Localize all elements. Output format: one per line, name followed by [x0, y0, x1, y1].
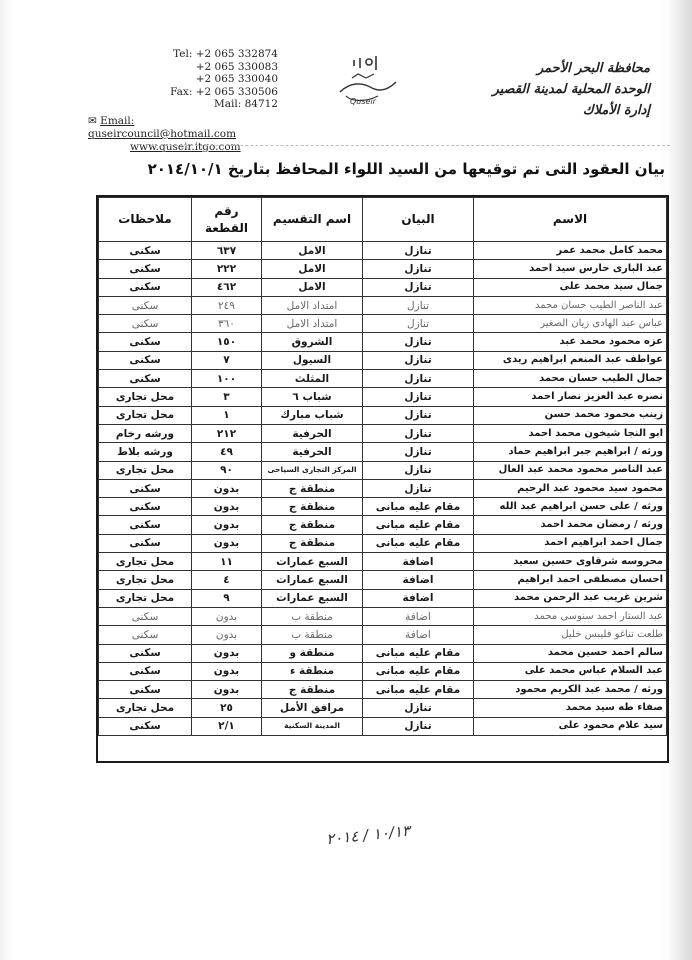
- description-cell: تنازل: [363, 242, 474, 260]
- notes-cell: سكنى: [99, 534, 192, 552]
- email-link[interactable]: Email: quseircouncil@hotmail.com: [88, 115, 237, 140]
- division-cell: السبع عمارات: [262, 571, 363, 589]
- notes-cell: سكنى: [99, 315, 192, 333]
- notes-cell: محل تجارى: [99, 461, 192, 479]
- notes-cell: محل تجارى: [99, 388, 192, 406]
- name-cell: ورثه / على حسن ابراهيم عبد الله: [474, 498, 667, 516]
- department-line: إدارة الأملاك: [582, 103, 650, 118]
- table-row: [99, 571, 667, 589]
- division-cell: السبع عمارات: [262, 589, 363, 607]
- header-division: اسم التقسيم: [262, 198, 363, 242]
- email-icon: ✉: [88, 115, 97, 127]
- name-cell: احسان مصطفى احمد ابراهيم: [474, 571, 667, 589]
- description-cell: تنازل: [363, 333, 474, 351]
- table-row: [99, 388, 667, 406]
- name-cell: شرين غريب عبد الرحمن محمد: [474, 589, 667, 607]
- name-cell: عبد الناصر الطيب حسان محمد: [474, 296, 667, 314]
- local-unit-line: الوحدة المحلية لمدينة القصير: [492, 82, 650, 97]
- name-cell: سيد علام محمود على: [474, 717, 667, 735]
- fax-line: Fax: +2 065 330506: [170, 85, 278, 98]
- notes-cell: سكنى: [99, 681, 192, 699]
- division-cell: منطقة و: [262, 644, 363, 662]
- description-cell: اضافة: [363, 626, 474, 644]
- name-cell: سالم احمد حسين محمد: [474, 644, 667, 662]
- division-cell: امتداد الامل: [262, 296, 363, 314]
- date-signature: ١٠/١٣ / ٢٠١٤: [325, 821, 411, 849]
- document-title: بيان العقود التى تم توقيعها من السيد اللواء المحافظ بتاريخ ٢٠١٤/١٠/١: [147, 160, 665, 178]
- division-cell: الامل: [262, 278, 363, 296]
- division-cell: امتداد الامل: [262, 315, 363, 333]
- table-row: [99, 644, 667, 662]
- plot-number-cell: ٣: [192, 388, 262, 406]
- header-plot: رقم القطعة: [192, 198, 262, 242]
- plot-number-cell: بدون: [192, 662, 262, 680]
- division-cell: السبع عمارات: [262, 553, 363, 571]
- description-cell: تنازل: [363, 370, 474, 388]
- notes-cell: سكنى: [99, 260, 192, 278]
- name-cell: صفاء طه سيد محمد: [474, 699, 667, 717]
- division-cell: السيول: [262, 351, 363, 369]
- header-name: الاسم: [474, 198, 667, 242]
- description-cell: اضافة: [363, 607, 474, 625]
- mail-line: Mail: 84712: [213, 98, 278, 111]
- division-cell: الامل: [262, 242, 363, 260]
- name-cell: عبد الناصر محمود محمد عبد العال: [474, 461, 667, 479]
- name-cell: نصره عبد العزيز نصار احمد: [474, 388, 667, 406]
- tel-line: Tel: +2 065 332874: [173, 48, 278, 60]
- governorate-line: محافظة البحر الأحمر: [536, 61, 650, 76]
- table-row: [99, 589, 667, 607]
- description-cell: تنازل: [363, 260, 474, 278]
- notes-cell: محل تجارى: [99, 406, 192, 424]
- plot-number-cell: بدون: [192, 681, 262, 699]
- table-row: [99, 626, 667, 644]
- contracts-table: [96, 195, 669, 763]
- notes-cell: سكنى: [99, 607, 192, 625]
- plot-number-cell: ٢/١: [192, 717, 262, 735]
- notes-cell: محل تجارى: [99, 571, 192, 589]
- description-cell: مقام عليه مبانى: [363, 662, 474, 680]
- notes-cell: محل تجارى: [99, 589, 192, 607]
- name-cell: زينب محمود محمد حسن: [474, 406, 667, 424]
- division-cell: الامل: [262, 260, 363, 278]
- table-row: [99, 681, 667, 699]
- table-row: [99, 370, 667, 388]
- name-cell: طلعت تناغو فليبس خليل: [474, 626, 667, 644]
- notes-cell: سكنى: [99, 498, 192, 516]
- table-row: [99, 260, 667, 278]
- division-cell: منطقة ج: [262, 516, 363, 534]
- description-cell: مقام عليه مبانى: [363, 516, 474, 534]
- plot-number-cell: ٢٢٢: [192, 260, 262, 278]
- division-cell: شباب مبارك: [262, 406, 363, 424]
- table-row: [99, 315, 667, 333]
- description-cell: تنازل: [363, 699, 474, 717]
- plot-number-cell: ١: [192, 406, 262, 424]
- table-row: [99, 278, 667, 296]
- table-row: [99, 534, 667, 552]
- name-cell: عبد السلام عباس محمد على: [474, 662, 667, 680]
- plot-number-cell: ٦٣٧: [192, 242, 262, 260]
- description-cell: اضافة: [363, 553, 474, 571]
- description-cell: تنازل: [363, 351, 474, 369]
- plot-number-cell: ٧: [192, 351, 262, 369]
- authority-header: [440, 58, 650, 121]
- description-cell: تنازل: [363, 278, 474, 296]
- plot-number-cell: ١٠٠: [192, 370, 262, 388]
- website-link[interactable]: www.quseir.itgo.com: [130, 141, 241, 153]
- name-cell: جمال سيد محمد على: [474, 278, 667, 296]
- table-row: [99, 607, 667, 625]
- email-website: [88, 115, 278, 154]
- table-row: [99, 242, 667, 260]
- header-notes: ملاحظات: [99, 198, 192, 242]
- logo-caption: Quseir: [350, 97, 376, 106]
- division-cell: مرافق الأمل: [262, 699, 363, 717]
- plot-number-cell: بدون: [192, 607, 262, 625]
- plot-number-cell: ٣٦٠: [192, 315, 262, 333]
- name-cell: عواطف عبد المنعم ابراهيم ريدى: [474, 351, 667, 369]
- table-header-row: [99, 198, 667, 242]
- description-cell: مقام عليه مبانى: [363, 498, 474, 516]
- notes-cell: سكنى: [99, 479, 192, 497]
- description-cell: مقام عليه مبانى: [363, 644, 474, 662]
- notes-cell: سكنى: [99, 351, 192, 369]
- header-description: البيان: [363, 198, 474, 242]
- table-row: [99, 662, 667, 680]
- division-cell: منطقة ء: [262, 662, 363, 680]
- plot-number-cell: بدون: [192, 534, 262, 552]
- plot-number-cell: بدون: [192, 516, 262, 534]
- plot-number-cell: ١١: [192, 553, 262, 571]
- notes-cell: سكنى: [99, 278, 192, 296]
- name-cell: عزه محمود محمد عبد: [474, 333, 667, 351]
- notes-cell: سكنى: [99, 370, 192, 388]
- table-row: [99, 351, 667, 369]
- notes-cell: سكنى: [99, 662, 192, 680]
- plot-number-cell: بدون: [192, 498, 262, 516]
- division-cell: المدينة السكنية: [262, 717, 363, 735]
- contact-info: [128, 48, 278, 111]
- notes-cell: سكنى: [99, 242, 192, 260]
- division-cell: الحرفية: [262, 424, 363, 442]
- notes-cell: محل تجارى: [99, 553, 192, 571]
- page-edge-shadow: [666, 0, 692, 960]
- description-cell: تنازل: [363, 388, 474, 406]
- description-cell: اضافة: [363, 571, 474, 589]
- description-cell: تنازل: [363, 296, 474, 314]
- notes-cell: سكنى: [99, 626, 192, 644]
- name-cell: محمود سيد محمود عبد الرحيم: [474, 479, 667, 497]
- name-cell: جمال الطيب حسان محمد: [474, 370, 667, 388]
- division-cell: المثلث: [262, 370, 363, 388]
- plot-number-cell: بدون: [192, 644, 262, 662]
- description-cell: تنازل: [363, 717, 474, 735]
- name-cell: ورثه / محمد عبد الكريم محمود: [474, 681, 667, 699]
- table-row: [99, 699, 667, 717]
- plot-number-cell: ٩٠: [192, 461, 262, 479]
- division-cell: المركز التجارى السياحى: [262, 461, 363, 479]
- division-cell: منطقة ج: [262, 498, 363, 516]
- division-cell: منطقة ب: [262, 626, 363, 644]
- table-row: [99, 443, 667, 461]
- name-cell: محروسه شرقاوى حسين سعيد: [474, 553, 667, 571]
- description-cell: تنازل: [363, 461, 474, 479]
- name-cell: محمد كامل محمد عمر: [474, 242, 667, 260]
- plot-number-cell: بدون: [192, 479, 262, 497]
- plot-number-cell: ٤: [192, 571, 262, 589]
- division-cell: منطقة ج: [262, 534, 363, 552]
- name-cell: ورثه / ابراهيم جبر ابراهيم حماد: [474, 443, 667, 461]
- table-row: [99, 553, 667, 571]
- name-cell: جمال احمد ابراهيم احمد: [474, 534, 667, 552]
- name-cell: عبد البارى حارس سيد احمد: [474, 260, 667, 278]
- phone3-line: +2 065 330040: [195, 73, 278, 86]
- plot-number-cell: ٢٤٩: [192, 296, 262, 314]
- table-row: [99, 516, 667, 534]
- notes-cell: سكنى: [99, 644, 192, 662]
- notes-cell: سكنى: [99, 717, 192, 735]
- name-cell: ورثه / رمضان محمد احمد: [474, 516, 667, 534]
- notes-cell: ورشه رخام: [99, 424, 192, 442]
- plot-number-cell: ٢٥: [192, 699, 262, 717]
- description-cell: تنازل: [363, 479, 474, 497]
- description-cell: اضافة: [363, 589, 474, 607]
- name-cell: عباس عبد الهادى زيان الصغير: [474, 315, 667, 333]
- division-cell: منطقة ج: [262, 681, 363, 699]
- division-cell: الحرفية: [262, 443, 363, 461]
- name-cell: ابو النجا شيخون محمد احمد: [474, 424, 667, 442]
- description-cell: مقام عليه مبانى: [363, 681, 474, 699]
- division-cell: منطقة ب: [262, 607, 363, 625]
- plot-number-cell: ٩: [192, 589, 262, 607]
- plot-number-cell: ٤٦٢: [192, 278, 262, 296]
- description-cell: مقام عليه مبانى: [363, 534, 474, 552]
- table-row: [99, 333, 667, 351]
- description-cell: تنازل: [363, 424, 474, 442]
- division-cell: شباب ٦: [262, 388, 363, 406]
- notes-cell: محل تجارى: [99, 699, 192, 717]
- table-row: [99, 296, 667, 314]
- divider: [150, 145, 670, 146]
- description-cell: تنازل: [363, 406, 474, 424]
- plot-number-cell: ٤٩: [192, 443, 262, 461]
- table-row: [99, 498, 667, 516]
- plot-number-cell: بدون: [192, 626, 262, 644]
- phone2-line: +2 065 330083: [195, 60, 278, 73]
- description-cell: تنازل: [363, 315, 474, 333]
- name-cell: عبد الستار احمد سنوسى محمد: [474, 607, 667, 625]
- notes-cell: ورشه بلاط: [99, 443, 192, 461]
- table-row: [99, 424, 667, 442]
- division-cell: منطقة ج: [262, 479, 363, 497]
- division-cell: الشروق: [262, 333, 363, 351]
- notes-cell: سكنى: [99, 296, 192, 314]
- table-row: [99, 717, 667, 735]
- table-row: [99, 406, 667, 424]
- plot-number-cell: ٢١٢: [192, 424, 262, 442]
- description-cell: تنازل: [363, 443, 474, 461]
- notes-cell: سكنى: [99, 333, 192, 351]
- table-row: [99, 479, 667, 497]
- table-row: [99, 461, 667, 479]
- plot-number-cell: ١٥٠: [192, 333, 262, 351]
- notes-cell: سكنى: [99, 516, 192, 534]
